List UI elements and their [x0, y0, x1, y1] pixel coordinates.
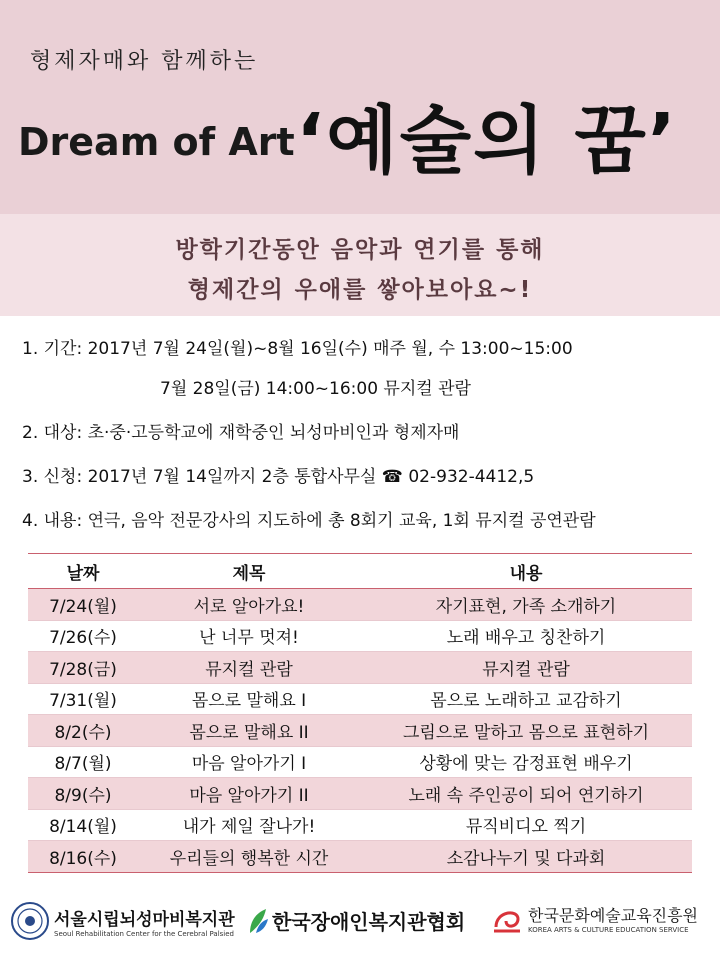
logo-arte-sub: KOREA ARTS & CULTURE EDUCATION SERVICE	[528, 925, 689, 934]
row-title: 서로 알아가요!	[138, 589, 360, 621]
header-content: 내용	[360, 554, 692, 589]
row-content: 그림으로 말하고 몸으로 표현하기	[360, 715, 692, 747]
table-row	[28, 841, 692, 873]
arte-mark-icon	[490, 901, 524, 935]
row-content: 노래 속 주인공이 되어 연기하기	[360, 778, 692, 810]
row-title: 몸으로 말해요 II	[138, 715, 360, 747]
row-date: 7/24(월)	[28, 589, 138, 621]
row-content: 뮤직비디오 찍기	[360, 809, 692, 841]
row-title: 뮤지컬 관람	[138, 652, 360, 684]
logo-seoul-center-sub: Seoul Rehabilitation Center for the Cerebral Palsied	[54, 929, 235, 938]
logo-seoul-center-name: 서울시립뇌성마비복지관	[54, 909, 235, 930]
logo-welfare-association	[246, 905, 465, 935]
row-date: 8/14(월)	[28, 809, 138, 841]
row-title: 우리들의 행복한 시간	[138, 841, 360, 873]
row-content: 노래 배우고 칭찬하기	[360, 620, 692, 652]
row-title: 몸으로 말해요 I	[138, 683, 360, 715]
table-row	[28, 715, 692, 747]
row-date: 8/9(수)	[28, 778, 138, 810]
leaf-icon	[246, 905, 270, 935]
title-english: Dream of Art	[18, 120, 295, 164]
table-row	[28, 778, 692, 810]
table-header-row	[28, 554, 692, 589]
info-target: 2. 대상: 초·중·고등학교에 재학중인 뇌성마비인과 형제자매	[22, 423, 460, 443]
logo-welfare-association-name: 한국장애인복지관협회	[272, 909, 466, 934]
table-row	[28, 620, 692, 652]
header-date: 날짜	[28, 554, 138, 589]
table-row	[28, 652, 692, 684]
row-title: 마음 알아가기 I	[138, 746, 360, 778]
logo-seoul-center	[10, 901, 235, 941]
footer-logos	[0, 895, 720, 955]
row-content: 소감나누기 및 다과회	[360, 841, 692, 873]
row-title: 내가 제일 잘나가!	[138, 809, 360, 841]
table-row	[28, 746, 692, 778]
row-content: 몸으로 노래하고 교감하기	[360, 683, 692, 715]
row-date: 7/28(금)	[28, 652, 138, 684]
seal-icon	[10, 901, 50, 941]
logo-arte-name: 한국문화예술교육진흥원	[528, 905, 699, 925]
table-row	[28, 809, 692, 841]
row-date: 8/16(수)	[28, 841, 138, 873]
row-date: 8/7(월)	[28, 746, 138, 778]
row-content: 뮤지컬 관람	[360, 652, 692, 684]
header-area	[0, 0, 720, 214]
banner	[0, 214, 720, 316]
logo-arte	[490, 901, 698, 935]
row-date: 7/26(수)	[28, 620, 138, 652]
table-row	[28, 589, 692, 621]
schedule-table	[28, 553, 692, 873]
info-content: 4. 내용: 연극, 음악 전문강사의 지도하에 총 8회기 교육, 1회 뮤지컬 공연관람	[22, 511, 596, 531]
subtitle: 형제자매와 함께하는	[30, 49, 259, 74]
row-date: 7/31(월)	[28, 683, 138, 715]
row-title: 마음 알아가기 II	[138, 778, 360, 810]
banner-line-1: 방학기간동안 음악과 연기를 통해	[175, 237, 545, 263]
row-content: 상황에 맞는 감정표현 배우기	[360, 746, 692, 778]
info-period-extra: 7월 28일(금) 14:00~16:00 뮤지컬 관람	[160, 379, 471, 399]
banner-line-2: 형제간의 우애를 쌓아보아요~!	[187, 277, 533, 303]
header-title: 제목	[138, 554, 360, 589]
title-korean: ‘예술의 꿈’	[296, 98, 678, 184]
row-content: 자기표현, 가족 소개하기	[360, 589, 692, 621]
info-period: 1. 기간: 2017년 7월 24일(월)~8월 16일(수) 매주 월, 수 13:00~15:00	[22, 339, 573, 359]
info-application: 3. 신청: 2017년 7월 14일까지 2층 통합사무실 ☎ 02-932-4412,5	[22, 467, 535, 487]
table-row	[28, 683, 692, 715]
row-date: 8/2(수)	[28, 715, 138, 747]
row-title: 난 너무 멋져!	[138, 620, 360, 652]
